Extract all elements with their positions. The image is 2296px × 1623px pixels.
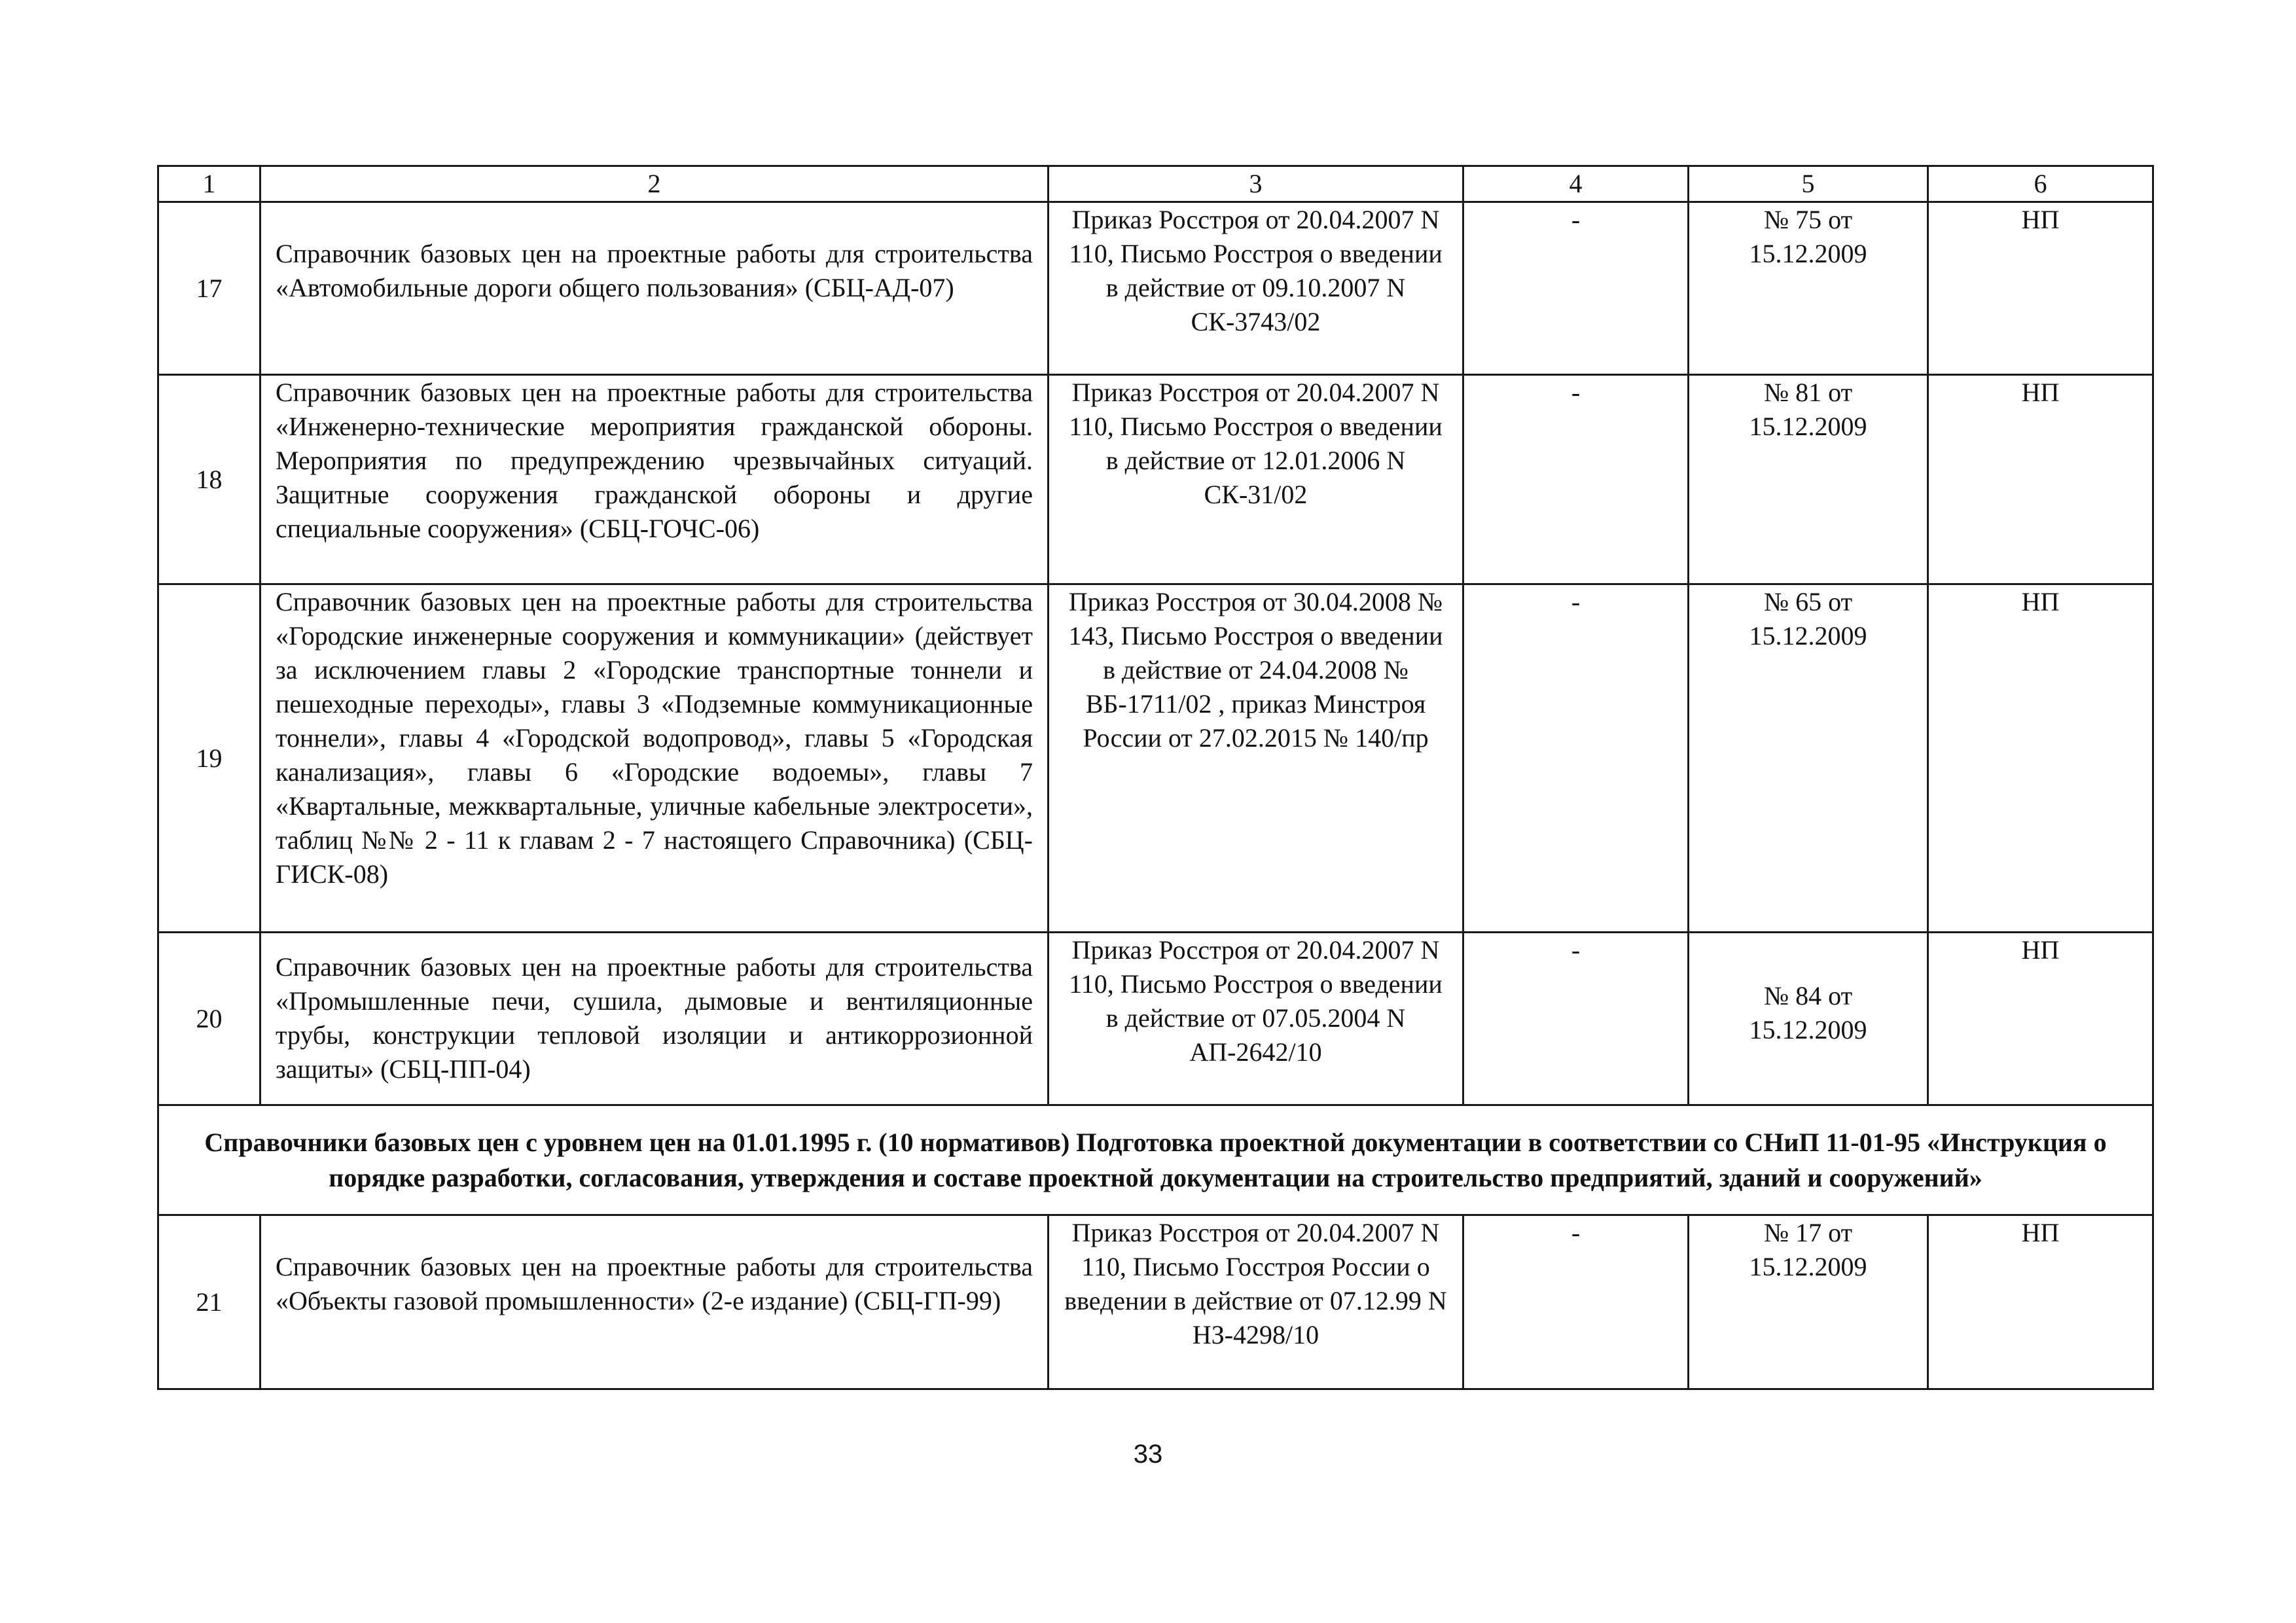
column-header-2: 2 (260, 166, 1049, 202)
status-value: НП (1928, 584, 2153, 933)
reference-name: Справочник базовых цен на проектные работы для строительства «Промышленные печи, сушила, дымовые и вентиляционные трубы, конструкции тепловой изоляции и антикоррозионной защиты» (СБЦ-ПП-04) (260, 933, 1049, 1105)
section-heading: Справочники базовых цен с уровнем цен на 01.01.1995 г. (10 нормативов) Подготовка проектной документации в соответствии со СНиП 11-01-95 «Инструкция о порядке разработки, согласования, утверждения и составе проектной документации на строительство предприятий, зданий и сооружений» (158, 1105, 2153, 1215)
column-4-value: - (1463, 1215, 1689, 1389)
table-row (158, 375, 2153, 584)
row-number: 19 (158, 584, 260, 933)
column-header-4: 4 (1463, 166, 1689, 202)
column-4-value: - (1463, 933, 1689, 1105)
reference-name: Справочник базовых цен на проектные работы для строительства «Городские инженерные сооружения и коммуникации» (действует за исключением главы 2 «Городские транспортные тоннели и пешеходные переходы», главы 3 «Подземные коммуникационные тоннели», главы 4 «Городской водопровод», главы 5 «Городская канализация», главы 6 «Городские водоемы», главы 7 «Квартальные, межквартальные, уличные кабельные электросети», таблиц №№ 2 - 11 к главам 2 - 7 настоящего Справочника) (СБЦ-ГИСК-08) (260, 584, 1049, 933)
approval-document: Приказ Росстроя от 20.04.2007 N 110, Письмо Росстроя о введении в действие от 07.05.2004 N АП-2642/10 (1049, 933, 1463, 1105)
column-4-value: - (1463, 584, 1689, 933)
order-reference: № 75 от 15.12.2009 (1689, 202, 1928, 375)
reference-name: Справочник базовых цен на проектные работы для строительства «Инженерно-технические мероприятия гражданской обороны. Мероприятия по предупреждению чрезвычайных ситуаций. Защитные сооружения гражданской обороны и другие специальные сооружения» (СБЦ-ГОЧС-06) (260, 375, 1049, 584)
column-header-6: 6 (1928, 166, 2153, 202)
approval-document: Приказ Росстроя от 20.04.2007 N 110, Письмо Росстроя о введении в действие от 09.10.2007 N СК-3743/02 (1049, 202, 1463, 375)
table-row (158, 202, 2153, 375)
table-row (158, 584, 2153, 933)
table-row (158, 1215, 2153, 1389)
status-value: НП (1928, 1215, 2153, 1389)
column-4-value: - (1463, 375, 1689, 584)
approval-document: Приказ Росстроя от 20.04.2007 N 110, Письмо Госстроя России о введении в действие от 07.12.99 N НЗ-4298/10 (1049, 1215, 1463, 1389)
norms-table (157, 165, 2154, 1390)
column-4-value: - (1463, 202, 1689, 375)
order-reference: № 65 от 15.12.2009 (1689, 584, 1928, 933)
column-header-1: 1 (158, 166, 260, 202)
order-reference: № 81 от 15.12.2009 (1689, 375, 1928, 584)
status-value: НП (1928, 202, 2153, 375)
page-number: 33 (1133, 1440, 1163, 1469)
status-value: НП (1928, 375, 2153, 584)
reference-name: Справочник базовых цен на проектные работы для строительства «Объекты газовой промышленности» (2-е издание) (СБЦ-ГП-99) (260, 1215, 1049, 1389)
column-number-row (158, 166, 2153, 202)
row-number: 17 (158, 202, 260, 375)
row-number: 18 (158, 375, 260, 584)
row-number: 20 (158, 933, 260, 1105)
table-row (158, 933, 2153, 1105)
column-header-3: 3 (1049, 166, 1463, 202)
approval-document: Приказ Росстроя от 30.04.2008 № 143, Письмо Росстроя о введении в действие от 24.04.2008 № ВБ-1711/02 , приказ Минстроя России от 27.02.2015 № 140/пр (1049, 584, 1463, 933)
approval-document: Приказ Росстроя от 20.04.2007 N 110, Письмо Росстроя о введении в действие от 12.01.2006 N СК-31/02 (1049, 375, 1463, 584)
order-reference: № 17 от 15.12.2009 (1689, 1215, 1928, 1389)
row-number: 21 (158, 1215, 260, 1389)
status-value: НП (1928, 933, 2153, 1105)
order-reference: № 84 от 15.12.2009 (1689, 933, 1928, 1105)
section-heading-row (158, 1105, 2153, 1215)
reference-name: Справочник базовых цен на проектные работы для строительства «Автомобильные дороги общего пользования» (СБЦ-АД-07) (260, 202, 1049, 375)
column-header-5: 5 (1689, 166, 1928, 202)
